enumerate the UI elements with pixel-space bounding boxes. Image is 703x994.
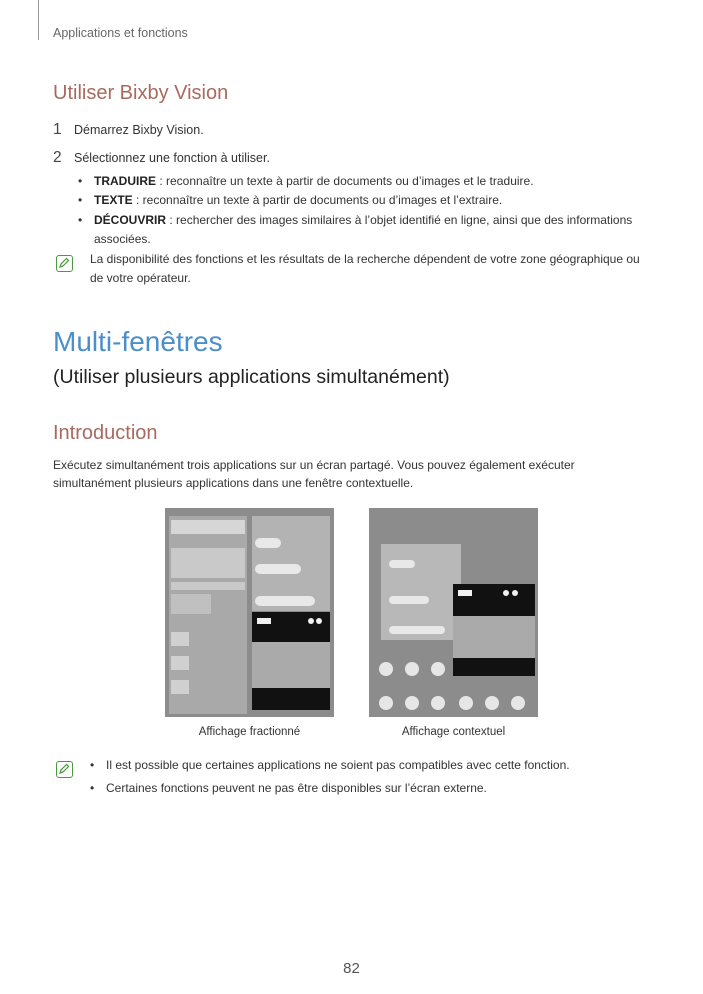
bullet-term: TRADUIRE — [94, 174, 156, 188]
step-text: Sélectionnez une fonction à utiliser. — [74, 151, 270, 165]
popup-view-illustration — [369, 508, 538, 717]
bullet-dot: • — [78, 213, 83, 227]
section-title-introduction: Introduction — [53, 422, 158, 444]
bullet-dot: • — [78, 193, 83, 207]
step-number: 1 — [53, 121, 62, 138]
page-number: 82 — [343, 960, 360, 977]
header-rule — [38, 0, 39, 40]
bullet-dot: • — [90, 758, 95, 772]
note-icon — [56, 255, 73, 272]
note-item-1 — [90, 758, 650, 772]
step-text: Démarrez Bixby Vision. — [74, 123, 204, 137]
intro-paragraph: Exécutez simultanément trois applications sur un écran partagé. Vous pouvez également exécuter simultanément plusieurs applications dans une fenêtre contextuelle. — [53, 458, 575, 490]
bullet-text: : rechercher des images similaires à l’objet identifié en ligne, ainsi que des informations associées. — [94, 213, 633, 246]
caption-split-view: Affichage fractionné — [198, 726, 301, 738]
bullet-item-decouvrir — [78, 211, 648, 249]
note-text-bixby: La disponibilité des fonctions et les résultats de la recherche dépendent de votre zone géographique ou de votre opérateur. — [90, 252, 640, 285]
step-2 — [53, 149, 270, 167]
bullet-item-traduire — [78, 172, 648, 191]
running-header: Applications et fonctions — [53, 26, 188, 40]
subtitle-multi: (Utiliser plusieurs applications simultanément) — [53, 366, 450, 388]
bullet-dot: • — [90, 781, 95, 795]
bullet-term: DÉCOUVRIR — [94, 213, 167, 227]
bullet-text: : reconnaître un texte à partir de documents ou d’images et le traduire. — [156, 174, 534, 188]
bullet-term: TEXTE — [94, 193, 133, 207]
note-item-2 — [90, 781, 650, 795]
bullet-item-texte — [78, 191, 648, 210]
note-icon — [56, 761, 73, 778]
split-view-illustration — [165, 508, 334, 717]
bullet-text: : reconnaître un texte à partir de documents ou d’images et l’extraire. — [132, 193, 503, 207]
page-title-multi: Multi-fenêtres — [53, 326, 223, 357]
note-text: Certaines fonctions peuvent ne pas être disponibles sur l’écran externe. — [106, 781, 487, 795]
step-number: 2 — [53, 149, 62, 166]
note-text: Il est possible que certaines applications ne soient pas compatibles avec cette fonction. — [106, 758, 570, 772]
section-title-bixby: Utiliser Bixby Vision — [53, 82, 229, 104]
step-1 — [53, 121, 204, 139]
caption-popup-view: Affichage contextuel — [401, 726, 506, 738]
bullet-dot: • — [78, 174, 83, 188]
